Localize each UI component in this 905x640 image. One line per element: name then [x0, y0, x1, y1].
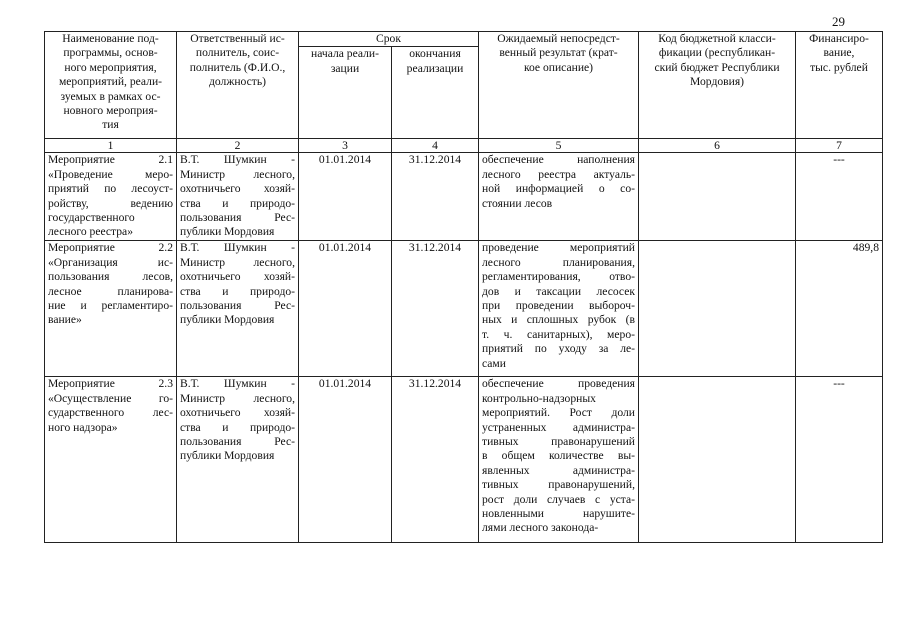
- text-line: регламентирования, отво-: [482, 270, 635, 284]
- text-line: приятий по лесоуст-: [48, 182, 173, 196]
- text-line: окончания: [409, 47, 461, 61]
- activity-end: 31.12.2014: [392, 153, 479, 241]
- text-line: Финансиро-: [809, 32, 869, 45]
- table-row: [45, 377, 883, 543]
- text-line: охотничьего хозяй-: [180, 182, 295, 196]
- text-line: ства и природо-: [180, 196, 295, 210]
- text-line: венный результат (крат-: [499, 46, 618, 60]
- text-line: лесное планирова-: [48, 284, 173, 298]
- activity-name: [45, 153, 177, 241]
- activity-budget-code: [639, 377, 796, 543]
- text-line: лями лесного законода-: [482, 521, 599, 535]
- activity-executor: [177, 153, 299, 241]
- activity-executor: [177, 241, 299, 377]
- activity-name: [45, 377, 177, 543]
- activity-result: [479, 153, 639, 241]
- text-line: вание,: [823, 46, 855, 60]
- text-line: охотничьего хозяй-: [180, 406, 295, 420]
- column-number: 7: [796, 139, 883, 153]
- page-number: 29: [832, 14, 845, 29]
- activity-end: 31.12.2014: [392, 241, 479, 377]
- activity-start: 01.01.2014: [299, 241, 392, 377]
- activities-table: [44, 31, 883, 543]
- text-line: новного мероприя-: [63, 104, 158, 118]
- text-line: Мероприятие 2.2: [48, 241, 173, 255]
- activity-result: [479, 241, 639, 377]
- header-row-1: [45, 32, 883, 47]
- text-line: вание»: [48, 313, 82, 327]
- activity-financing: ---: [796, 153, 883, 241]
- text-line: зуемых в рамках ос-: [60, 89, 161, 103]
- text-line: ройству, ведению: [48, 196, 173, 210]
- text-line: охотничьего хозяй-: [180, 270, 295, 284]
- activity-end: 31.12.2014: [392, 377, 479, 543]
- header-result: [479, 32, 639, 139]
- text-line: лесного планирования,: [482, 255, 635, 269]
- column-number: 1: [45, 139, 177, 153]
- text-line: т. ч. санитарных), меро-: [482, 327, 635, 341]
- text-line: пользования Рес-: [180, 211, 295, 225]
- header-name: [45, 32, 177, 139]
- text-line: проведение мероприятий: [482, 241, 635, 255]
- text-line: пользования Рес-: [180, 435, 295, 449]
- text-line: мероприятий, реали-: [58, 75, 163, 89]
- header-budget-code: [639, 32, 796, 139]
- text-line: дов и таксации лесосек: [482, 284, 635, 298]
- text-line: явленных администра-: [482, 463, 635, 477]
- text-line: ства и природо-: [180, 420, 295, 434]
- column-number: 4: [392, 139, 479, 153]
- text-line: сударственного лес-: [48, 406, 173, 420]
- text-line: контрольно-надзорных: [482, 391, 596, 405]
- text-line: Министр лесного,: [180, 167, 295, 181]
- text-line: В.Т. Шумкин -: [180, 241, 295, 255]
- text-line: В.Т. Шумкин -: [180, 153, 295, 167]
- activity-start: 01.01.2014: [299, 153, 392, 241]
- text-line: В.Т. Шумкин -: [180, 377, 295, 391]
- text-line: Министр лесного,: [180, 255, 295, 269]
- text-line: лесного реестра актуаль-: [482, 167, 635, 181]
- text-line: стоянии лесов: [482, 196, 553, 210]
- text-line: должность): [209, 75, 266, 89]
- text-line: тия: [102, 118, 119, 132]
- text-line: кое описание): [523, 60, 594, 74]
- activity-budget-code: [639, 153, 796, 241]
- text-line: «Проведение меро-: [48, 167, 173, 181]
- text-line: фикации (республикан-: [658, 46, 776, 60]
- text-line: реализации: [406, 61, 464, 75]
- table-row: [45, 241, 883, 377]
- text-line: Ожидаемый непосредст-: [497, 32, 620, 45]
- column-number: 3: [299, 139, 392, 153]
- text-line: обеспечение проведения: [482, 377, 635, 391]
- table-row: [45, 153, 883, 241]
- activity-financing: ---: [796, 377, 883, 543]
- column-number: 6: [639, 139, 796, 153]
- header-end: [392, 47, 479, 139]
- text-line: Мероприятие 2.1: [48, 153, 173, 167]
- activity-financing: 489,8: [796, 241, 883, 377]
- column-number: 5: [479, 139, 639, 153]
- activity-budget-code: [639, 241, 796, 377]
- text-line: ной информацией о со-: [482, 182, 635, 196]
- activity-result: [479, 377, 639, 543]
- text-line: тивных правонарушений,: [482, 478, 635, 492]
- text-line: публики Мордовия: [180, 449, 275, 463]
- text-line: «Организация ис-: [48, 255, 173, 269]
- header-financing: [796, 32, 883, 139]
- text-line: ства и природо-: [180, 284, 295, 298]
- text-line: новленными нарушите-: [482, 507, 635, 521]
- text-line: «Осуществление го-: [48, 391, 173, 405]
- text-line: устраненных администра-: [482, 420, 635, 434]
- text-line: Ответственный ис-: [190, 32, 285, 45]
- text-line: тыс. рублей: [810, 60, 868, 74]
- text-line: ский бюджет Республики: [654, 60, 780, 74]
- text-line: публики Мордовия: [180, 313, 275, 327]
- text-line: начала реали-: [311, 47, 379, 61]
- text-line: ного мероприятия,: [64, 60, 157, 74]
- header-executor: [177, 32, 299, 139]
- text-line: Министр лесного,: [180, 391, 295, 405]
- text-line: зации: [330, 61, 360, 75]
- text-line: публики Мордовия: [180, 225, 275, 239]
- text-line: полнитель (Ф.И.О.,: [189, 60, 286, 74]
- header-start: [299, 47, 392, 139]
- header-srok: Срок: [299, 32, 479, 47]
- text-line: Мероприятие 2.3: [48, 377, 173, 391]
- text-line: тивных правонарушений: [482, 435, 635, 449]
- activity-start: 01.01.2014: [299, 377, 392, 543]
- text-line: пользования Рес-: [180, 299, 295, 313]
- text-line: ных и сплошных рубок (в: [482, 313, 635, 327]
- activity-executor: [177, 377, 299, 543]
- text-line: программы, основ-: [63, 46, 158, 60]
- text-line: приятий по уходу за ле-: [482, 342, 635, 356]
- text-line: полнитель, соис-: [195, 46, 280, 60]
- text-line: в общем количестве вы-: [482, 449, 635, 463]
- text-line: ние и регламентиро-: [48, 299, 173, 313]
- text-line: рост доли случаев с уста-: [482, 492, 635, 506]
- activity-name: [45, 241, 177, 377]
- text-line: сами: [482, 356, 506, 370]
- text-line: Наименование под-: [62, 32, 159, 45]
- text-line: пользования лесов,: [48, 270, 173, 284]
- text-line: Мордовия): [689, 75, 745, 89]
- text-line: Код бюджетной класси-: [658, 32, 776, 45]
- text-line: лесного реестра»: [48, 225, 134, 239]
- text-line: государственного: [48, 211, 135, 225]
- text-line: ного надзора»: [48, 420, 118, 434]
- column-number: 2: [177, 139, 299, 153]
- column-numbers-row: [45, 139, 883, 153]
- text-line: обеспечение наполнения: [482, 153, 635, 167]
- text-line: при проведении выбороч-: [482, 299, 635, 313]
- text-line: мероприятий. Рост доли: [482, 406, 635, 420]
